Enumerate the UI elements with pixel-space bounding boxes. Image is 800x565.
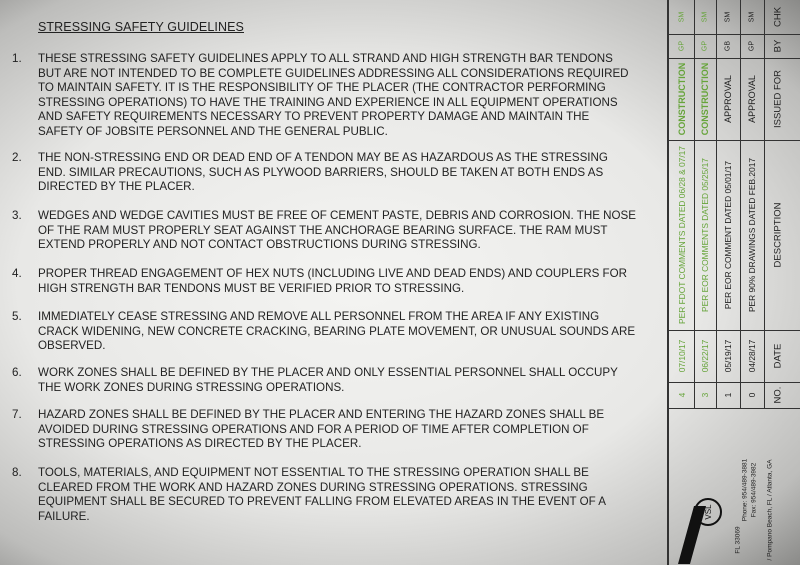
- divider: [667, 58, 800, 59]
- rev-no: 4: [677, 392, 687, 398]
- rev-no: 0: [747, 392, 757, 398]
- logo-text: VSL: [704, 504, 713, 520]
- divider: [740, 0, 741, 408]
- company-fax: Fax: 954/489-3982: [750, 462, 758, 518]
- rev-by: GP: [678, 40, 686, 52]
- guideline-item: [12, 52, 637, 140]
- item-text: IMMEDIATELY CEASE STRESSING AND REMOVE ALL PERSONNEL FROM THE AREA IF ANY EXISTING CRACK WIDENING, NEW CONCRETE CRACKING, BEARING PLATE MOVEMENT, OR UNUSUAL SOUNDS ARE OBSERVED.: [38, 310, 636, 353]
- rev-no: 3: [700, 392, 710, 398]
- divider: [764, 0, 765, 408]
- divider: [667, 34, 800, 35]
- item-text: THESE STRESSING SAFETY GUIDELINES APPLY TO ALL STRAND AND HIGH STRENGTH BAR TENDONS BUT ARE NOT INTENDED TO BE COMPLETE GUIDELINES ADDRESSING ALL CONSIDERATIONS REQUIRED TO MAINTAIN SAFETY. IT IS THE RESPONSIBILITY OF THE PLACER (THE CONTRACTOR PERFORMING STRESSING OPERATIONS) TO HAVE THE TRAINING AND EXPERIENCE IN ALL EQUIPMENT OPERATIONS AND SAFETY REQUIREMENTS NECESSARY TO PREVENT PROPERTY DAMAGE AND MAINTAIN THE SAFETY OF JOBSITE PERSONNEL AND THE GENERAL PUBLIC.: [38, 52, 629, 138]
- rev-date: 05/19/17: [723, 339, 733, 373]
- item-text: TOOLS, MATERIALS, AND EQUIPMENT NOT ESSENTIAL TO THE STRESSING OPERATION SHALL BE CLEARED FROM THE WORK AND HAZARD ZONES DURING STRESSING OPERATIONS. STRESSING EQUIPMENT SHALL BE SECURED TO PREVENT FALLING FROM ELEVATED AREAS IN THE EVENT OF A FAILURE.: [38, 466, 606, 523]
- guideline-item: [12, 310, 637, 354]
- rev-by: GP: [748, 40, 756, 52]
- header-date: DATE: [772, 343, 784, 369]
- item-text: WORK ZONES SHALL BE DEFINED BY THE PLACER AND ONLY ESSENTIAL PERSONNEL SHALL OCCUPY THE WORK ZONES DURING STRESSING OPERATIONS.: [38, 366, 618, 394]
- rev-description: PER EOR COMMENTS DATED 05/25/17: [700, 158, 710, 312]
- header-chk: CHK: [772, 6, 784, 28]
- rev-issued-for: APPROVAL: [723, 75, 733, 123]
- guideline-item: [12, 151, 637, 195]
- item-number: 3.: [12, 209, 22, 222]
- rev-chk: SM: [678, 11, 686, 23]
- item-number: 2.: [12, 151, 22, 164]
- rev-no: 1: [723, 392, 733, 398]
- item-number: 4.: [12, 267, 22, 280]
- divider: [667, 330, 800, 331]
- item-number: 5.: [12, 310, 22, 323]
- rev-description: PER 90% DRAWINGS DATED FEB.2017: [747, 157, 757, 313]
- guideline-item: [12, 408, 637, 452]
- company-phone: Phone: 954/489-3881: [741, 458, 749, 522]
- rev-issued-for: CONSTRUCTION: [700, 62, 710, 136]
- rev-by: GB: [724, 40, 732, 52]
- divider: [667, 382, 800, 383]
- company-city: / Pompano Beach, FL / Atlanta, GA: [766, 459, 774, 561]
- rev-issued-for: APPROVAL: [747, 75, 757, 123]
- item-number: 1.: [12, 52, 22, 65]
- guideline-item: [12, 209, 637, 253]
- item-text: THE NON-STRESSING END OR DEAD END OF A TENDON MAY BE AS HAZARDOUS AS THE STRESSING END. SIMILAR PRECAUTIONS, SUCH AS PLYWOOD BARRIERS, SHOULD BE TAKEN AT BOTH ENDS AS DIRECTED BY THE PLACER.: [38, 151, 608, 194]
- rev-issued-for: CONSTRUCTION: [677, 62, 687, 136]
- rev-date: 06/22/17: [700, 339, 710, 373]
- item-text: HAZARD ZONES SHALL BE DEFINED BY THE PLACER AND ENTERING THE HAZARD ZONES SHALL BE AVOIDED DURING STRESSING OPERATIONS AND FOR A PERIOD OF TIME AFTER COMPLETION OF STRESSING OPERATIONS AS DIRECTED BY THE PLACER.: [38, 408, 605, 451]
- item-number: 8.: [12, 466, 22, 479]
- vsl-logo: [672, 466, 730, 564]
- divider: [667, 140, 800, 141]
- document-title: STRESSING SAFETY GUIDELINES: [38, 20, 244, 34]
- header-description: DESCRIPTION: [772, 202, 784, 268]
- rev-chk: SM: [724, 11, 732, 23]
- rev-chk: SM: [701, 11, 709, 23]
- rev-by: GP: [701, 40, 709, 52]
- guideline-item: [12, 466, 637, 524]
- item-text: WEDGES AND WEDGE CAVITIES MUST BE FREE OF CEMENT PASTE, DEBRIS AND CORROSION. THE NOSE OF THE RAM MUST PROPERLY SEAT AGAINST THE ANCHORAGE BEARING SURFACE. THE RAM MUST EXTEND PROPERLY AND NOT CONTACT OBSTRUCTIONS DURING STRESSING.: [38, 209, 637, 252]
- guideline-item: [12, 366, 637, 395]
- guideline-item: [12, 267, 637, 296]
- rev-chk: SM: [748, 11, 756, 23]
- header-issued-for: ISSUED FOR: [772, 69, 784, 129]
- company-zip: FL 33069: [734, 526, 742, 554]
- rev-description: PER EOR COMMENT DATED 05/01/17: [723, 160, 733, 310]
- item-number: 7.: [12, 408, 22, 421]
- item-number: 6.: [12, 366, 22, 379]
- header-by: BY: [772, 39, 784, 53]
- rev-date: 04/28/17: [747, 339, 757, 373]
- item-text: PROPER THREAD ENGAGEMENT OF HEX NUTS (INCLUDING LIVE AND DEAD ENDS) AND COUPLERS FOR HIGH STRENGTH BAR TENDONS MUST BE VERIFIED PRIOR TO STRESSING.: [38, 267, 628, 295]
- divider: [716, 0, 717, 408]
- rev-description: PER FDOT COMMENTS DATED 06/28 & 07/17: [677, 146, 687, 324]
- divider: [667, 408, 800, 409]
- divider: [694, 0, 695, 408]
- rev-date: 07/10/17: [677, 339, 687, 373]
- header-no: NO.: [772, 386, 784, 404]
